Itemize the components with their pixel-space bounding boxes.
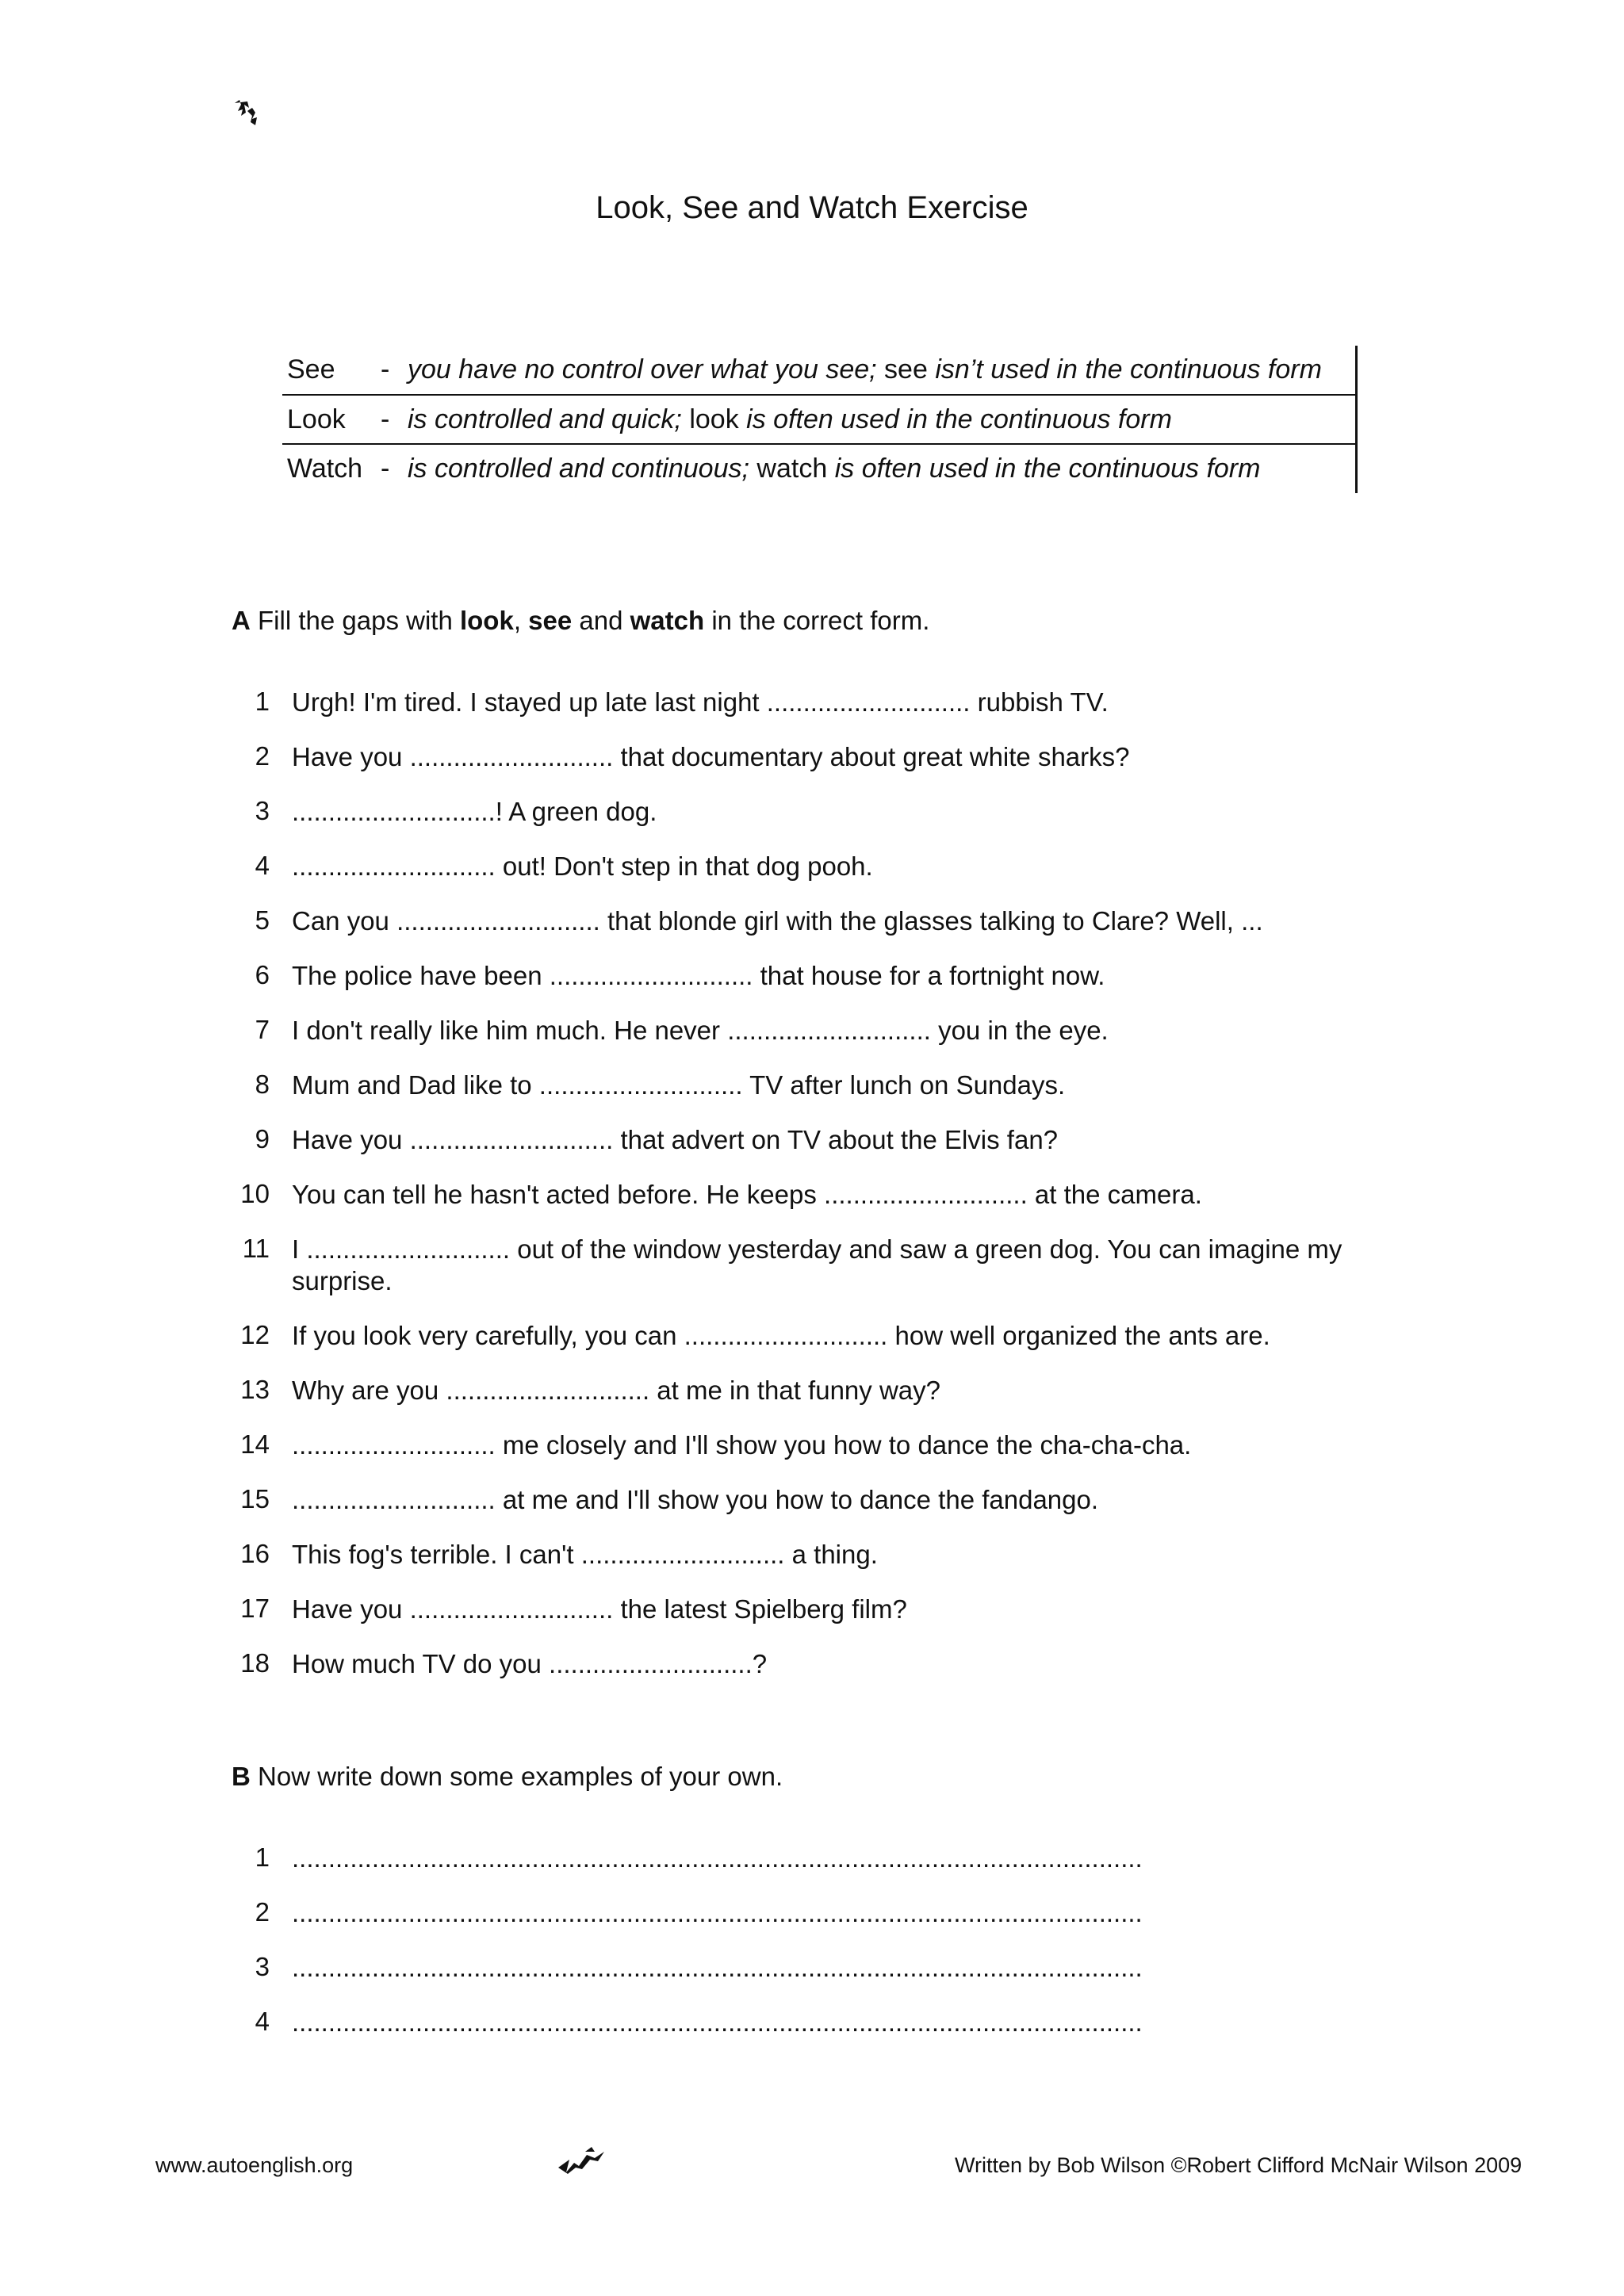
exercise-text: Have you ............................ that documentary about great white sharks? [292,742,1130,771]
exercise-item [232,1320,1405,1352]
autoenglish-logo-icon [232,95,266,130]
section-text: Now write down some examples of your own. [258,1762,783,1791]
exercise-number: 9 [255,1124,270,1154]
exercise-item [232,1429,1405,1461]
exercise-text: Why are you ............................ at me in that funny way? [292,1376,940,1405]
exercise-number: 5 [255,905,270,935]
section-keyword: look [459,606,514,635]
rule-row-look [282,395,1357,444]
footer-website: www.autoenglish.org [155,2153,354,2177]
own-example-line [232,1843,1405,1874]
own-example-line [232,2007,1405,2038]
section-text: and [579,606,623,635]
rule-desc-part: isn’t used in the continuous form [935,354,1322,385]
example-blank: ..................................................................................................................... [292,2007,1143,2037]
exercise-text: If you look very carefully, you can ............................ how well organized the ants are. [292,1321,1270,1350]
footer-credit: Written by Bob Wilson ©Robert Clifford McNair Wilson 2009 [955,2153,1522,2177]
example-blank: ..................................................................................................................... [292,1953,1143,1982]
exercise-number: 17 [240,1594,270,1623]
exercise-item [232,1375,1405,1406]
exercise-number: 3 [255,796,270,825]
section-text: in the correct form. [711,606,930,635]
rule-term: Watch [287,453,363,484]
exercise-item [232,905,1405,937]
exercise-text: Mum and Dad like to ............................ TV after lunch on Sundays. [292,1070,1066,1100]
exercise-item [232,1484,1405,1516]
rule-desc-part: is controlled and continuous; [408,453,749,484]
section-keyword: see [528,606,573,635]
rule-dash: - [381,395,408,444]
exercise-text: ............................ out! Don't step in that dog pooh. [292,851,873,881]
exercise-text: ............................ at me and I'll show you how to dance the fandango. [292,1485,1099,1514]
section-text: Fill the gaps with [258,606,453,635]
exercise-item [232,1594,1405,1625]
rules-table [282,346,1358,493]
section-text: , [513,606,521,635]
exercise-text: You can tell he hasn't acted before. He keeps ............................ at the camera. [292,1180,1202,1209]
exercise-number: 13 [240,1375,270,1404]
exercise-text: I don't really like him much. He never ............................ you in the eye. [292,1016,1109,1045]
exercise-item [232,1015,1405,1047]
exercise-number: 7 [255,1015,270,1044]
example-number: 3 [255,1952,270,1981]
exercise-text: Have you ............................ that advert on TV about the Elvis fan? [292,1125,1059,1154]
example-number: 2 [255,1897,270,1927]
section-b-heading [232,1762,783,1792]
exercise-item [232,1539,1405,1571]
exercise-item [232,1234,1405,1297]
exercise-number: 16 [240,1539,270,1568]
own-example-line [232,1897,1405,1929]
exercise-text: The police have been ............................ that house for a fortnight now. [292,961,1105,990]
rule-dash: - [381,346,408,395]
exercise-number: 14 [240,1429,270,1459]
rule-keyword: watch [756,453,828,484]
exercise-number: 11 [242,1234,270,1263]
rule-dash: - [381,453,390,484]
rule-description [408,346,1357,395]
section-letter: B [232,1762,251,1791]
rule-desc-part: is often used in the continuous form [834,453,1261,484]
example-number: 4 [255,2007,270,2036]
exercise-text: ............................ me closely and I'll show you how to dance the cha-cha-cha. [292,1430,1192,1460]
exercise-item [232,960,1405,992]
example-blank: ..................................................................................................................... [292,1898,1143,1927]
section-keyword: watch [630,606,705,635]
autoenglish-footer-logo-icon [555,2144,607,2175]
rule-desc-part: you have no control over what you see; [408,354,877,385]
exercise-item [232,796,1405,828]
example-blank: ..................................................................................................................... [292,1843,1143,1873]
exercise-item [232,1648,1405,1680]
exercise-item [232,1124,1405,1156]
section-letter: A [232,606,251,635]
exercise-item [232,1179,1405,1211]
exercise-number: 2 [255,741,270,771]
page-title: Look, See and Watch Exercise [596,190,1028,225]
rule-keyword: look [689,404,739,434]
rule-keyword: see [884,354,928,385]
exercise-number: 18 [240,1648,270,1678]
rule-desc-part: is controlled and quick; [408,404,682,434]
own-example-line [232,1952,1405,1984]
exercise-item [232,741,1405,773]
exercise-text: How much TV do you ............................? [292,1649,768,1678]
exercise-number: 12 [240,1320,270,1349]
exercise-text: I ............................ out of the window yesterday and saw a green dog. You can imagine my surprise. [292,1234,1342,1295]
example-number: 1 [255,1843,270,1872]
rule-row-watch [282,444,1357,493]
exercise-number: 8 [255,1070,270,1099]
section-a-heading [232,606,929,636]
exercise-item [232,687,1405,718]
exercise-number: 10 [240,1179,270,1208]
exercise-text: Can you ............................ that blonde girl with the glasses talking to Clare? Well, ... [292,906,1263,936]
exercise-item [232,851,1405,882]
exercise-number: 6 [255,960,270,989]
exercise-text: This fog's terrible. I can't ............................ a thing. [292,1540,878,1569]
exercise-text: Have you ............................ the latest Spielberg film? [292,1594,907,1624]
rule-desc-part: is often used in the continuous form [746,404,1172,434]
rule-description [408,444,1357,493]
rule-term: See [282,346,381,395]
rule-description [408,395,1357,444]
exercise-text: Urgh! I'm tired. I stayed up late last night ............................ rubbish TV. [292,687,1109,717]
exercise-number: 4 [255,851,270,880]
rule-row-see [282,346,1357,395]
exercise-text: ............................! A green dog. [292,797,657,826]
exercise-number: 15 [240,1484,270,1513]
exercise-number: 1 [255,687,270,716]
exercise-item [232,1070,1405,1101]
rule-term: Look [282,395,381,444]
